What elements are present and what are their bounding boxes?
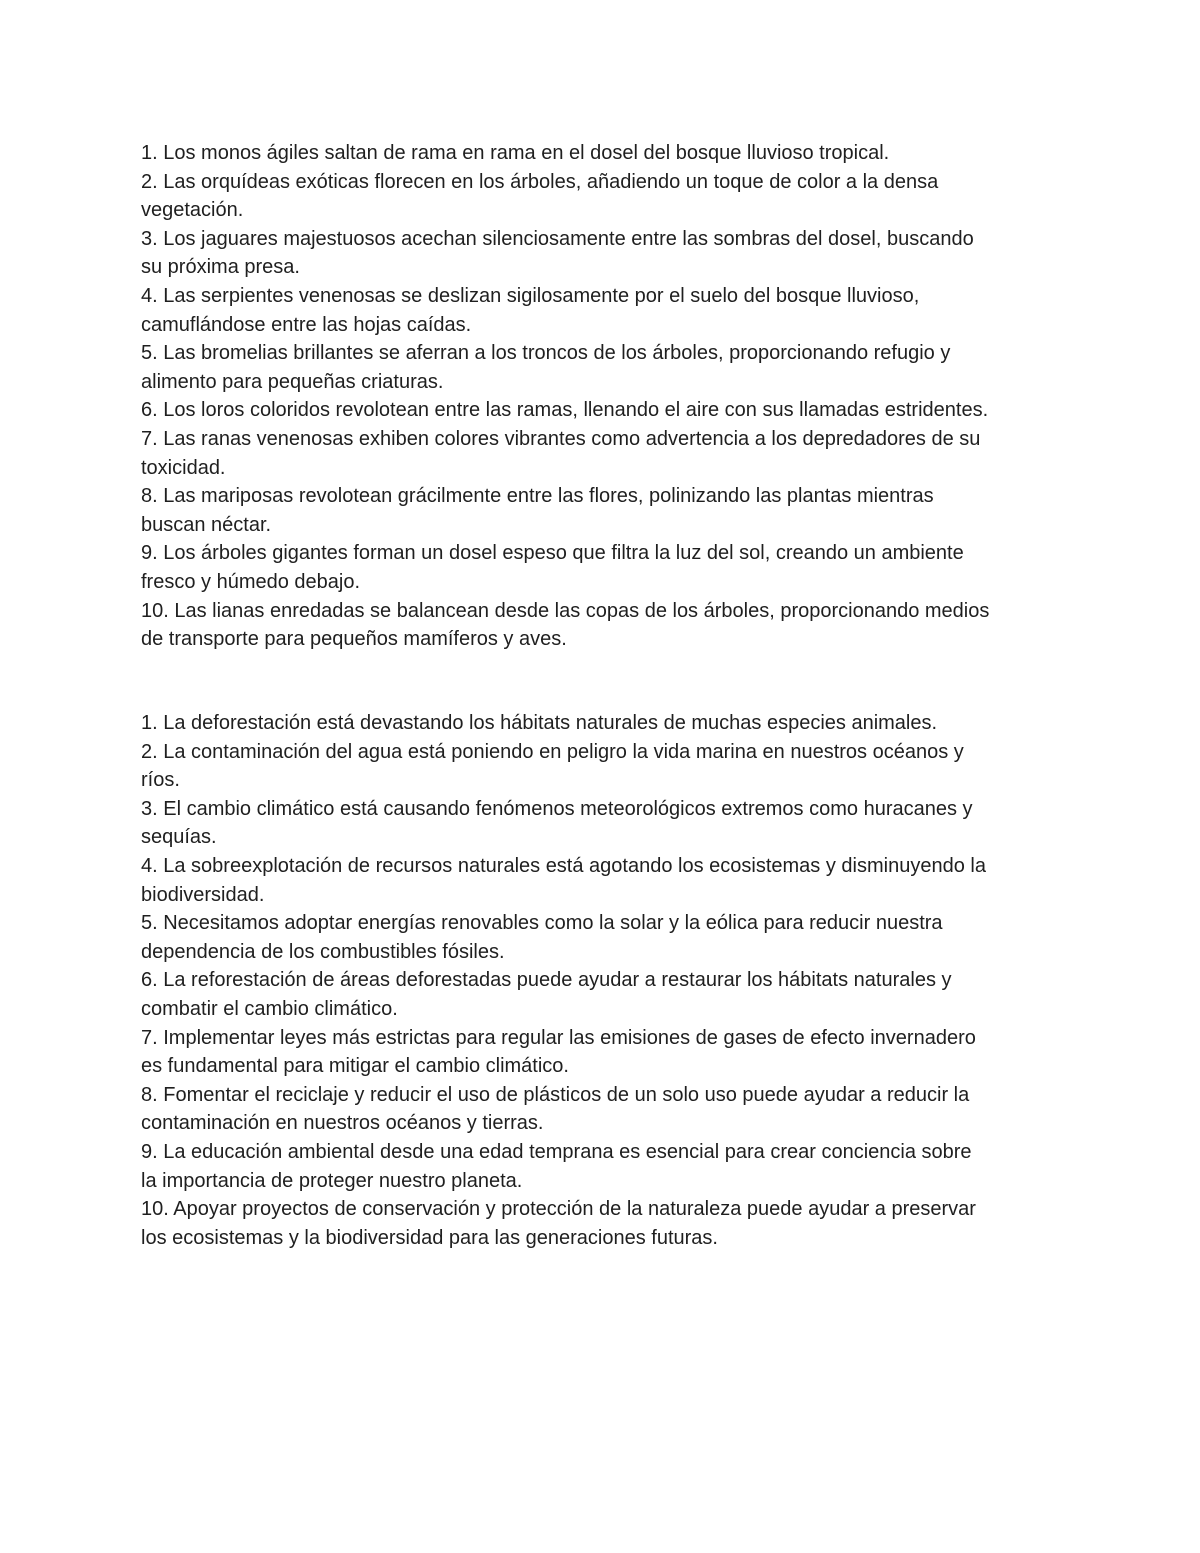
text-line: 9. Los árboles gigantes forman un dosel espeso que filtra la luz del sol, creando un ambiente	[141, 542, 964, 565]
text-line: biodiversidad.	[141, 883, 265, 906]
text-line: buscan néctar.	[141, 513, 272, 536]
text-line: 1. Los monos ágiles saltan de rama en rama en el dosel del bosque lluvioso tropical.	[141, 142, 890, 164]
text-line: 9. La educación ambiental desde una edad temprana es esencial para crear conciencia sobre	[141, 1140, 972, 1163]
text-line: 3. El cambio climático está causando fenómenos meteorológicos extremos como huracanes y	[141, 797, 973, 820]
text-line: 6. Los loros coloridos revolotean entre las ramas, llenando el aire con sus llamadas estridentes.	[141, 399, 989, 422]
text-line: combatir el cambio climático.	[141, 997, 398, 1020]
text-line: 7. Implementar leyes más estrictas para regular las emisiones de gases de efecto invernadero	[141, 1026, 976, 1049]
text-line: 1. La deforestación está devastando los hábitats naturales de muchas especies animales.	[141, 712, 938, 734]
text-line: 3. Los jaguares majestuosos acechan silenciosamente entre las sombras del dosel, buscando	[141, 227, 974, 250]
text-line: 8. Fomentar el reciclaje y reducir el uso de plásticos de un solo uso puede ayudar a reducir la	[141, 1083, 970, 1106]
text-line: fresco y húmedo debajo.	[141, 570, 361, 593]
text-line: alimento para pequeñas criaturas.	[141, 370, 444, 393]
text-line: vegetación.	[141, 199, 244, 222]
text-line: camuflándose entre las hojas caídas.	[141, 313, 472, 336]
text-line: 8. Las mariposas revolotean grácilmente entre las flores, polinizando las plantas mientras	[141, 485, 934, 508]
text-line: 2. Las orquídeas exóticas florecen en los árboles, añadiendo un toque de color a la densa	[141, 170, 939, 193]
text-line: toxicidad.	[141, 456, 226, 479]
text-line: 7. Las ranas venenosas exhiben colores vibrantes como advertencia a los depredadores de su	[141, 427, 981, 450]
environment-sentences-section	[141, 709, 1071, 1252]
text-line: 5. Necesitamos adoptar energías renovables como la solar y la eólica para reducir nuestra	[141, 912, 943, 935]
text-line: contaminación en nuestros océanos y tierras.	[141, 1112, 544, 1135]
text-line: 10. Las lianas enredadas se balancean desde las copas de los árboles, proporcionando medios	[141, 599, 990, 622]
text-line: 5. Las bromelias brillantes se aferran a los troncos de los árboles, proporcionando refugio y	[141, 342, 951, 365]
text-line: sequías.	[141, 826, 217, 849]
text-line: de transporte para pequeños mamíferos y aves.	[141, 628, 567, 651]
text-line: su próxima presa.	[141, 256, 300, 279]
text-line: 4. La sobreexplotación de recursos naturales está agotando los ecosistemas y disminuyendo la	[141, 854, 986, 877]
text-line: la importancia de proteger nuestro planeta.	[141, 1169, 523, 1192]
text-line: 4. Las serpientes venenosas se deslizan sigilosamente por el suelo del bosque lluvioso,	[141, 284, 920, 307]
text-line: 6. La reforestación de áreas deforestadas puede ayudar a restaurar los hábitats naturales y	[141, 969, 952, 992]
text-line: es fundamental para mitigar el cambio climático.	[141, 1055, 569, 1078]
rainforest-sentences-section	[141, 139, 1071, 654]
text-line: 2. La contaminación del agua está poniendo en peligro la vida marina en nuestros océanos y	[141, 740, 964, 763]
text-line: dependencia de los combustibles fósiles.	[141, 940, 505, 963]
text-line: ríos.	[141, 769, 180, 792]
text-line: 10. Apoyar proyectos de conservación y protección de la naturaleza puede ayudar a preservar	[141, 1198, 976, 1221]
text-line: los ecosistemas y la biodiversidad para las generaciones futuras.	[141, 1226, 718, 1249]
